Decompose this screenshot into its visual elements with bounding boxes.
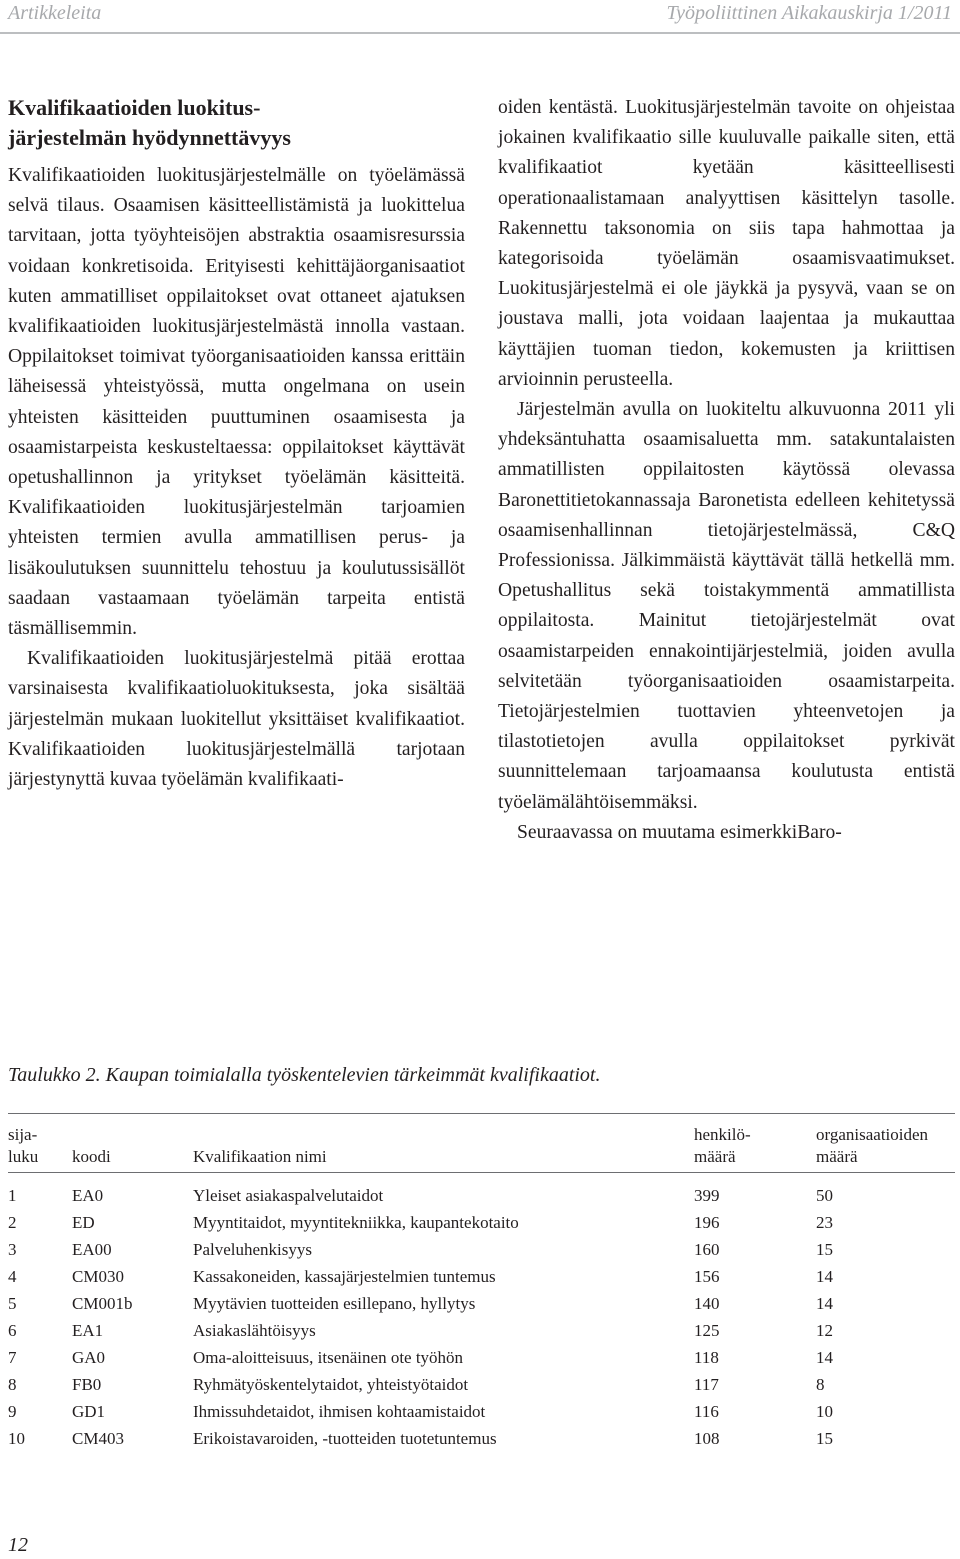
cell-rank: 7 <box>8 1348 17 1367</box>
cell-code: GD1 <box>72 1402 106 1421</box>
table-row <box>0 1186 960 1213</box>
cell-orgs: 23 <box>816 1213 833 1232</box>
left-column <box>8 93 465 795</box>
header-rank <box>8 1124 38 1168</box>
cell-rank: 3 <box>8 1240 17 1259</box>
cell-rank: 4 <box>8 1267 17 1286</box>
right-paragraph-2: Järjestelmän avulla on luokiteltu alkuvuonna 2011 yli yhdeksäntuhatta osaamisaluetta mm. satakuntalaisten ammatillisten oppilaitosten käytössä olevassa Baronettitietokannassaja Baronetista edelleen kehitetyssä osaamisenhallinnan tietojärjestelmässä, C&Q Professionissa. Jälkimmäistä käyttävät tällä hetkellä mm. Opetushallitus sekä toistakymmentä ammatillista oppilaitosta. Mainitut tietojärjestelmät ovat osaamistarpeiden ennakointijärjestelmiä, joiden avulla selvitetään työorganisaatioiden osaamistarpeita. Tietojärjestelmien tuottavien yhteenvetojen ja tilastotietojen avulla oppilaitokset pyrkivät suunnittelemaan tarjoamaansa koulutusta entistä työelämälähtöisemmäksi. <box>498 399 955 813</box>
cell-name: Myytävien tuotteiden esillepano, hyllytys <box>193 1294 476 1313</box>
cell-orgs: 14 <box>816 1294 833 1313</box>
cell-orgs: 50 <box>816 1186 833 1205</box>
cell-persons: 140 <box>694 1294 720 1313</box>
table-row <box>0 1213 960 1240</box>
cell-persons: 118 <box>694 1348 719 1367</box>
section-heading-line1: Kvalifikaatioiden luokitus- <box>8 95 261 120</box>
cell-persons: 160 <box>694 1240 720 1259</box>
cell-rank: 2 <box>8 1213 17 1232</box>
table-row <box>0 1294 960 1321</box>
cell-orgs: 8 <box>816 1375 825 1394</box>
table-top-rule <box>8 1113 955 1114</box>
cell-orgs: 15 <box>816 1240 833 1259</box>
header-name: Kvalifikaation nimi <box>193 1147 327 1166</box>
table-row <box>0 1375 960 1402</box>
cell-code: FB0 <box>72 1375 102 1394</box>
header-persons <box>694 1124 751 1168</box>
cell-persons: 116 <box>694 1402 719 1421</box>
cell-name: Asiakaslähtöisyys <box>193 1321 316 1340</box>
table-header-rule <box>8 1172 955 1173</box>
cell-orgs: 14 <box>816 1267 833 1286</box>
section-heading <box>8 93 465 153</box>
right-paragraph-3: Seuraavassa on muutama esimerkkiBaro- <box>517 821 842 843</box>
cell-persons: 117 <box>694 1375 719 1394</box>
right-paragraph-1: oiden kentästä. Luokitusjärjestelmän tavoite on ohjeistaa jokainen kvalifikaatio sille kuuluvalle paikalle siten, että kvalifikaatiot kyetään käsitteellisesti operationaalistamaan analyyttisen käsittelyn tasolle. Rakennettu taksonomia on siis tapa hahmottaa ja kategorisoida työelämän osaamisvaatimukset. Luokitusjärjestelmä ei ole jäykkä ja pysyvä, vaan se on joustava malli, jota voidaan laajentaa ja mukauttaa käyttäjien tuoman tiedon, kokemusten ja kriittisen arvioinnin perusteella. <box>498 97 955 390</box>
journal-label: Työpoliittinen Aikakauskirja 1/2011 <box>666 2 952 24</box>
header-orgs-line2: määrä <box>816 1147 858 1166</box>
left-paragraph-2: Kvalifikaatioiden luokitusjärjestelmä pitää erottaa varsinaisesta kvalifikaatioluokituksesta, joka sisältää järjestelmän mukaan luokitellut yksittäiset kvalifikaatiot. Kvalifikaatioiden luokitusjärjestelmällä tarjotaan järjestynyttä kuvaa työelämän kvalifikaati- <box>8 648 465 791</box>
header-orgs-line1: organisaatioiden <box>816 1125 929 1144</box>
cell-orgs: 10 <box>816 1402 833 1421</box>
cell-persons: 399 <box>694 1186 720 1205</box>
cell-rank: 9 <box>8 1402 17 1421</box>
cell-code: EA1 <box>72 1321 104 1340</box>
left-paragraph-1: Kvalifikaatioiden luokitusjärjestelmälle on työelämässä selvä tilaus. Osaamisen käsitteellistämistä ja luokittelua tarvitaan, jotta työyhteisöjen abstraktia osaamisresurssia voidaan konkretisoida. Erityisesti kehittäjäorganisaatiot kuten ammatilliset oppilaitokset ovat ottaneet ajatuksen kvalifikaatioiden luokitusjärjestelmästä innolla vastaan. Oppilaitokset toimivat työorganisaatioiden kanssa erittäin läheisessä yhteistyössä, mutta ongelmana on usein yhteisten käsitteiden puuttuminen osaamisesta ja osaamistarpeista keskusteltaessa: oppilaitokset käyttävät opetushallinnon ja yritykset työelämän käsitteitä. Kvalifikaatioiden luokitusjärjestelmän tarjoamien yhteisten termien avulla ammatillisen perus- ja lisäkoulutuksen suunnittelu tehostuu ja koulutussisällöt saadaan vastaamaan työelämän tarpeita entistä täsmällisemmin. <box>8 165 465 640</box>
cell-orgs: 15 <box>816 1429 833 1448</box>
header-persons-line1: henkilö- <box>694 1125 751 1144</box>
table-row <box>0 1402 960 1429</box>
cell-orgs: 12 <box>816 1321 833 1340</box>
cell-rank: 5 <box>8 1294 17 1313</box>
header-orgs <box>816 1124 928 1168</box>
cell-name: Ihmissuhdetaidot, ihmisen kohtaamistaidot <box>193 1402 486 1421</box>
cell-name: Myyntitaidot, myyntitekniikka, kaupantekotaito <box>193 1213 519 1232</box>
cell-rank: 8 <box>8 1375 17 1394</box>
header-rule <box>0 32 960 34</box>
cell-code: EA0 <box>72 1186 104 1205</box>
cell-rank: 6 <box>8 1321 17 1340</box>
cell-rank: 10 <box>8 1429 25 1448</box>
header-rank-line2: luku <box>8 1147 39 1166</box>
cell-code: CM030 <box>72 1267 124 1286</box>
page-number: 12 <box>8 1534 28 1556</box>
cell-persons: 108 <box>694 1429 720 1448</box>
cell-code: EA00 <box>72 1240 112 1259</box>
section-label: Artikkeleita <box>8 2 102 24</box>
table-row <box>0 1321 960 1348</box>
cell-orgs: 14 <box>816 1348 833 1367</box>
cell-name: Erikoistavaroiden, -tuotteiden tuotetuntemus <box>193 1429 497 1448</box>
table-row <box>0 1240 960 1267</box>
cell-code: ED <box>72 1213 95 1232</box>
cell-persons: 156 <box>694 1267 720 1286</box>
header-code: koodi <box>72 1147 111 1166</box>
table-row <box>0 1267 960 1294</box>
header-rank-line1: sija- <box>8 1125 38 1144</box>
cell-name: Palveluhenkisyys <box>193 1240 312 1259</box>
cell-code: CM403 <box>72 1429 124 1448</box>
cell-persons: 196 <box>694 1213 720 1232</box>
cell-name: Yleiset asiakaspalvelutaidot <box>193 1186 384 1205</box>
cell-name: Kassakoneiden, kassajärjestelmien tuntemus <box>193 1267 496 1286</box>
running-header <box>0 0 960 30</box>
cell-code: CM001b <box>72 1294 133 1313</box>
cell-persons: 125 <box>694 1321 720 1340</box>
header-persons-line2: määrä <box>694 1147 736 1166</box>
table-row <box>0 1429 960 1456</box>
cell-name: Ryhmätyöskentelytaidot, yhteistyötaidot <box>193 1375 469 1394</box>
cell-code: GA0 <box>72 1348 106 1367</box>
right-column <box>498 93 955 848</box>
table-caption: Taulukko 2. Kaupan toimialalla työskentelevien tärkeimmät kvalifikaatiot. <box>8 1064 601 1086</box>
table-row <box>0 1348 960 1375</box>
section-heading-line2: järjestelmän hyödynnettävyys <box>8 125 291 150</box>
cell-name: Oma-aloitteisuus, itsenäinen ote työhön <box>193 1348 464 1367</box>
cell-rank: 1 <box>8 1186 17 1205</box>
